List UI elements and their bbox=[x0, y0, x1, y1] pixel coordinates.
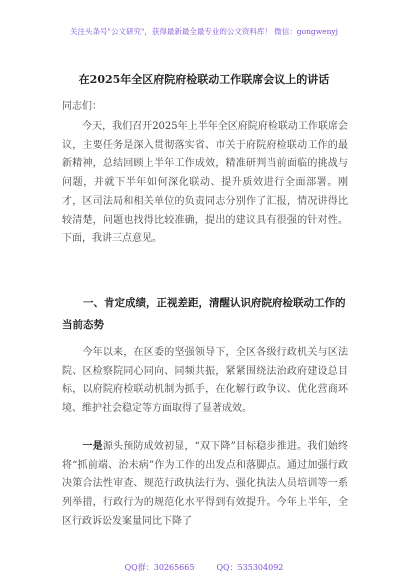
paragraph-achievements: 今年以来，在区委的坚强领导下，全区各级行政机关与区法院、区检察院同心同向、同频共振，紧紧围绕法治政府建设总目标，以府院府检联动机制为抓手，在化解行政争议、优化营商环境、维护社会稳定等方面取得了显著成效。 bbox=[62, 347, 348, 415]
header-promo-note: 关注头条号"公文研究"，获得最新最全最专业的公文资料库！ 微信：gongwenyj bbox=[70, 27, 338, 36]
point-one-lead: 一是 bbox=[62, 441, 103, 452]
document-title: 在2025年全区府院府检联动工作联席会议上的讲话 bbox=[78, 73, 330, 86]
footer-contact bbox=[0, 562, 408, 573]
footer-qq-number: QQ：535304092 bbox=[216, 563, 284, 572]
footer-qq-group: QQ群：30265665 bbox=[124, 563, 195, 572]
paragraph-intro: 今天，我们召开2025年上半年全区府院府检联动工作联席会议，主要任务是深入贯彻落实省、市关于府院府检联动工作的最新精神，总结回顾上半年工作成效，精准研判当前面临的挑战与问题，并就下半年如何深化联动、提升质效进行全面部署。刚才，区司法局和相关单位的负责同志分别作了汇报，情况讲得比较清楚，问题也找得比较准确，提出的建议具有很强的针对性。下面，我讲三点意见。 bbox=[62, 121, 348, 245]
section-heading-1: 一、肯定成绩，正视差距，清醒认识府院府检联动工作的当前态势 bbox=[62, 297, 346, 331]
paragraph-point-one bbox=[62, 438, 348, 532]
salutation: 同志们： bbox=[62, 101, 102, 112]
point-one-text: 源头预防成效初显，“双下降”目标稳步推进。我们始终将“抓前端、治未病”作为工作的出发点和落脚点。通过加强行政决策合法性审查、规范行政执法行为、强化执法人员培训等一系列举措，行政行为的规范化水平得到有效提升。今年上半年，全区行政诉讼发案量同比下降了 bbox=[62, 441, 348, 527]
